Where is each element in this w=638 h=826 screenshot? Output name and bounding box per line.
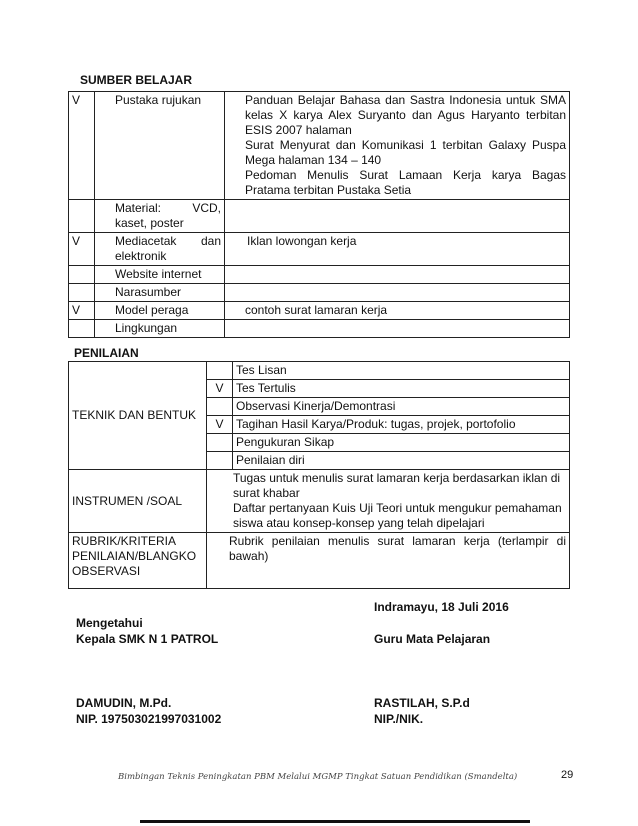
- check-mark: V: [207, 380, 233, 398]
- check-mark: V: [207, 416, 233, 434]
- content-line: Surat Menyurat dan Komunikasi 1 terbitan Galaxy Puspa Mega halaman 134 – 140: [245, 138, 566, 167]
- table-row: [69, 320, 570, 338]
- check-mark: [69, 284, 95, 302]
- table-row: [69, 284, 570, 302]
- teknik-item: Observasi Kinerja/Demontrasi: [233, 398, 570, 416]
- page-number: 29: [561, 769, 574, 781]
- resource-content: [225, 200, 570, 233]
- principal-title: Kepala SMK N 1 PATROL: [76, 632, 219, 646]
- resource-content: [225, 92, 570, 200]
- content-line: Pedoman Menulis Surat Lamaan Kerja karya Bagas Pratama terbitan Pustaka Setia: [245, 168, 566, 197]
- footer-text: Bimbingan Teknis Peningkatan PBM Melalui MGMP Tingkat Satuan Pendidikan (Smandelta): [118, 772, 518, 782]
- instrumen-item: Tugas untuk menulis surat lamaran kerja berdasarkan iklan di surat khabar: [233, 471, 561, 500]
- resource-content: [225, 284, 570, 302]
- check-mark: [207, 434, 233, 452]
- sumber-belajar-table: [68, 91, 570, 338]
- penilaian-table: [68, 361, 570, 589]
- teknik-item: Tes Lisan: [233, 362, 570, 380]
- teknik-label: TEKNIK DAN BENTUK: [69, 362, 207, 470]
- resource-label: Material: VCD, kaset, poster: [95, 200, 225, 233]
- check-mark: [69, 266, 95, 284]
- resource-content: [225, 320, 570, 338]
- table-row: [69, 362, 570, 380]
- check-mark: [69, 200, 95, 233]
- table-row: [69, 266, 570, 284]
- resource-label: Lingkungan: [95, 320, 225, 338]
- rubrik-content: Rubrik penilaian menulis surat lamaran kerja (terlampir di bawah): [207, 533, 570, 589]
- table-row: [69, 470, 570, 533]
- resource-label: Website internet: [95, 266, 225, 284]
- principal-nip: NIP. 197503021997031002: [76, 712, 222, 726]
- teknik-item: Pengukuran Sikap: [233, 434, 570, 452]
- check-mark: V: [69, 233, 95, 266]
- check-mark: [207, 362, 233, 380]
- teknik-item: Tagihan Hasil Karya/Produk: tugas, projek, portofolio: [233, 416, 570, 434]
- resource-label: Narasumber: [95, 284, 225, 302]
- table-row: [69, 233, 570, 266]
- content-line: Panduan Belajar Bahasa dan Sastra Indonesia untuk SMA kelas X karya Alex Suryanto dan Agus Haryanto terbitan ESIS 2007 halaman: [245, 93, 566, 137]
- section-heading-sumber: SUMBER BELAJAR: [80, 73, 193, 87]
- table-row: [69, 533, 570, 589]
- table-row: [69, 200, 570, 233]
- section-heading-penilaian: PENILAIAN: [74, 346, 139, 360]
- teknik-item: Tes Tertulis: [233, 380, 570, 398]
- check-mark: V: [69, 92, 95, 200]
- mengetahui-label: Mengetahui: [76, 616, 143, 630]
- check-mark: [69, 320, 95, 338]
- resource-label: Mediacetak dan elektronik: [95, 233, 225, 266]
- resource-content: [225, 266, 570, 284]
- table-row: [69, 302, 570, 320]
- resource-label: Pustaka rujukan: [95, 92, 225, 200]
- check-mark: [207, 452, 233, 470]
- teknik-item: Penilaian diri: [233, 452, 570, 470]
- instrumen-item: Daftar pertanyaan Kuis Uji Teori untuk mengukur pemahaman siswa atau konsep-konsep yang telah dipelajari: [233, 501, 562, 530]
- principal-name: DAMUDIN, M.Pd.: [76, 696, 172, 710]
- resource-label: Model peraga: [95, 302, 225, 320]
- place-date: Indramayu, 18 Juli 2016: [374, 600, 509, 614]
- check-mark: [207, 398, 233, 416]
- teacher-nip: NIP./NIK.: [374, 712, 424, 726]
- teacher-name: RASTILAH, S.P.d: [374, 696, 470, 710]
- resource-content: Iklan lowongan kerja: [225, 233, 570, 266]
- instrumen-content: [207, 470, 570, 533]
- rubrik-label: RUBRIK/KRITERIA PENILAIAN/BLANGKO OBSERVASI: [69, 533, 207, 589]
- check-mark: V: [69, 302, 95, 320]
- instrumen-label: INSTRUMEN /SOAL: [69, 470, 207, 533]
- teacher-title: Guru Mata Pelajaran: [374, 632, 491, 646]
- resource-content: contoh surat lamaran kerja: [225, 302, 570, 320]
- footer-rule: [140, 820, 530, 823]
- table-row: [69, 92, 570, 200]
